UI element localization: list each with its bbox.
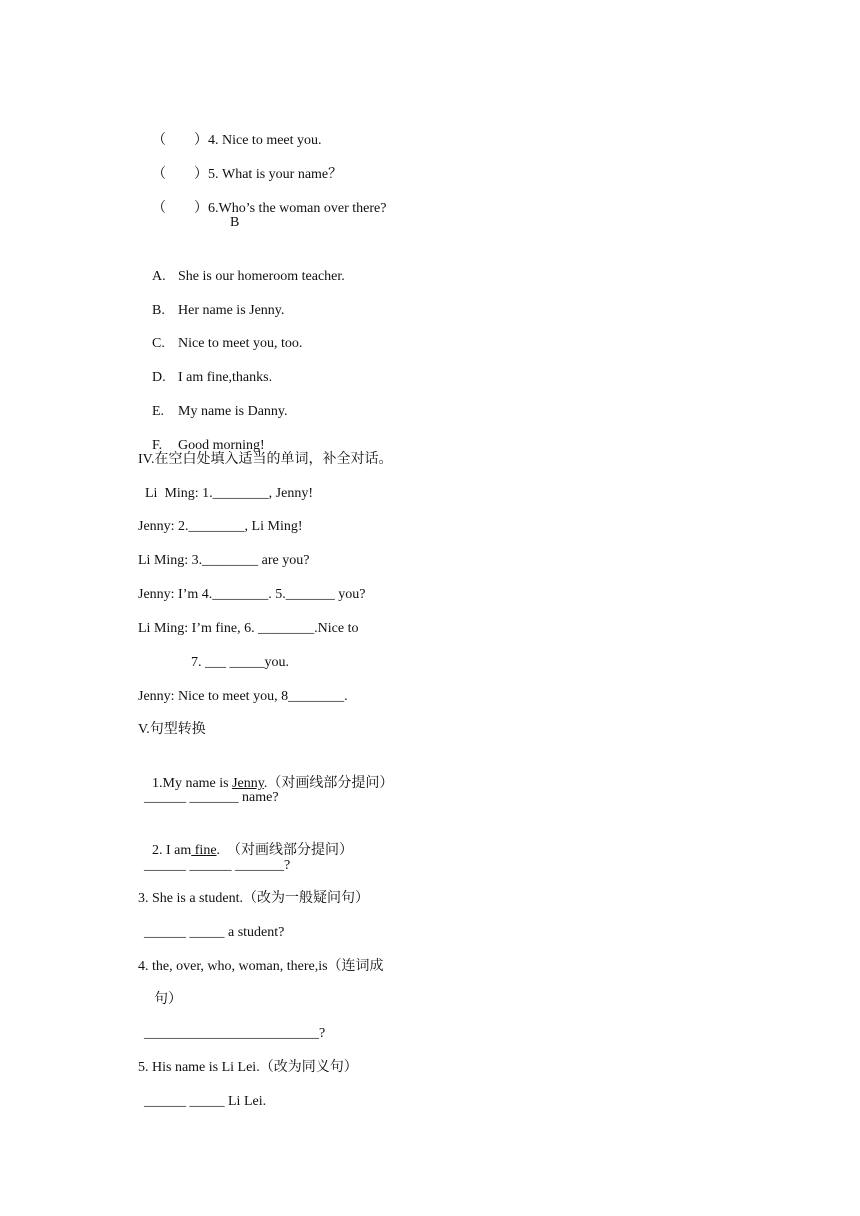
question-4: 4. the, over, who, woman, there,is（连词成 [138,959,384,974]
answer-line-4: _________________________? [144,1026,326,1041]
section-5-title: V.句型转换 [138,722,206,737]
dialogue-line-7: Jenny: Nice to meet you, 8________. [138,689,348,704]
option-text: I am fine,thanks. [178,370,273,385]
question-text: 1.My name is [152,776,233,791]
column-b-label: B [230,215,240,230]
question-5: 5. His name is Li Lei.（改为同义句） [138,1060,358,1075]
option-text: Good morning! [178,438,265,453]
dialogue-line-5: Li Ming: I’m fine, 6. ________.Nice to [138,621,359,636]
match-item-text: 5. What is your name？ [208,167,343,182]
dialogue-line-2: Jenny: 2.________, Li Ming! [138,519,303,534]
question-text: 2. I am [152,843,192,858]
section-4-title: IV.在空白处填入适当的单词，补全对话。 [138,452,393,467]
dialogue-line-3: Li Ming: 3.________ are you? [138,553,310,568]
dialogue-line-1: Li Ming: 1.________, Jenny! [138,486,313,501]
underlined-word: fine [191,843,217,858]
question-text: .（对画线部分提问） [263,776,394,791]
answer-line-5: ______ _____ Li Lei. [144,1094,267,1109]
match-item-text: 4. Nice to meet you. [208,133,322,148]
option-text: My name is Danny. [178,404,288,419]
option-letter: A. [152,269,166,284]
answer-paren: （ ） [152,167,208,182]
option-letter: B. [152,303,165,318]
question-text: . （对画线部分提问） [216,843,354,858]
option-text: She is our homeroom teacher. [178,269,345,284]
answer-line-3: ______ _____ a student? [144,925,285,940]
dialogue-line-6: 7. ___ _____you. [191,655,289,670]
option-text: Her name is Jenny. [178,303,285,318]
option-letter: F. [152,438,163,453]
option-letter: E. [152,404,165,419]
question-3: 3. She is a student.（改为一般疑问句） [138,891,369,906]
answer-paren: （ ） [152,133,208,148]
underlined-word: Jenny [232,776,264,791]
question-4-continued: 句） [154,992,182,1007]
option-text: Nice to meet you, too. [178,336,303,351]
match-item-6 [138,179,386,239]
dialogue-line-4: Jenny: I’m 4.________. 5._______ you? [138,587,366,602]
answer-paren: （ ） [152,201,208,216]
option-letter: C. [152,336,165,351]
answer-line-1: ______ _______ name? [144,790,279,805]
option-letter: D. [152,370,166,385]
answer-line-2: ______ ______ _______? [144,858,291,873]
match-item-text: 6.Who’s the woman over there? [208,201,387,216]
